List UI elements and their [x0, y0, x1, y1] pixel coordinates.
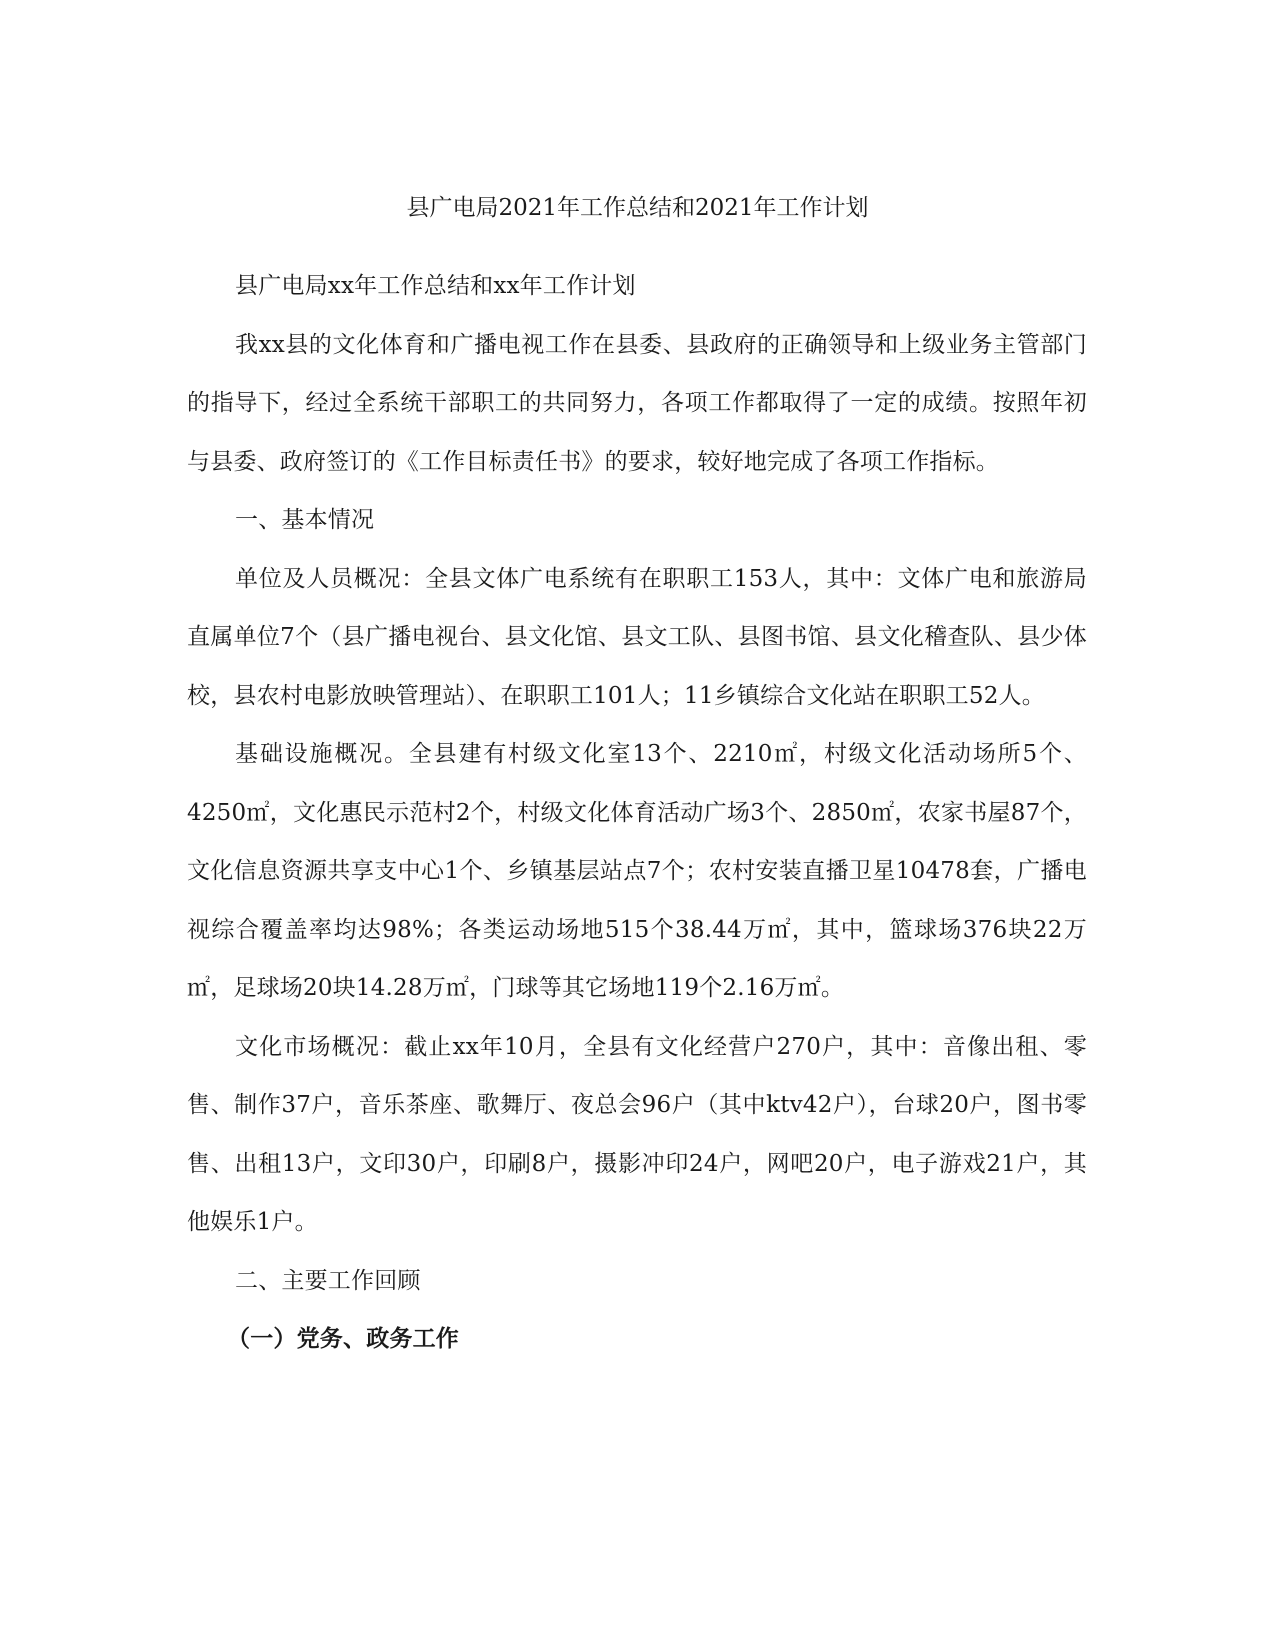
document-body [187, 257, 1087, 1369]
infrastructure-paragraph: 基础设施概况。全县建有村级文化室13个、2210㎡，村级文化活动场所5个、4250㎡，文化惠民示范村2个，村级文化体育活动广场3个、2850㎡，农家书屋87个，文化信息资源共享支中心1个、乡镇基层站点7个；农村安装直播卫星10478套，广播电视综合覆盖率均达98%；各类运动场地515个38.44万㎡，其中，篮球场376块22万㎡，足球场20块14.28万㎡，门球等其它场地119个2.16万㎡。 [187, 741, 1087, 1001]
intro-paragraph: 我xx县的文化体育和广播电视工作在县委、县政府的正确领导和上级业务主管部门的指导下，经过全系统干部职工的共同努力，各项工作都取得了一定的成绩。按照年初与县委、政府签订的《工作目标责任书》的要求，较好地完成了各项工作指标。 [187, 331, 1087, 475]
document-title: 县广电局2021年工作总结和2021年工作计划 [406, 195, 869, 221]
section-heading-review: 二、主要工作回顾 [235, 1267, 421, 1294]
subtitle-paragraph: 县广电局xx年工作总结和xx年工作计划 [235, 273, 636, 299]
staff-overview-paragraph: 单位及人员概况：全县文体广电系统有在职职工153人，其中：文体广电和旅游局直属单位7个（县广播电视台、县文化馆、县文工队、县图书馆、县文化稽查队、县少体校，县农村电影放映管理站）、在职职工101人；11乡镇综合文化站在职职工52人。 [187, 565, 1087, 709]
market-overview-paragraph: 文化市场概况：截止xx年10月，全县有文化经营户270户，其中：音像出租、零售、制作37户，音乐茶座、歌舞厅、夜总会96户（其中ktv42户），台球20户，图书零售、出租13户，文印30户，印刷8户，摄影冲印24户，网吧20户，电子游戏21户，其他娱乐1户。 [187, 1033, 1087, 1235]
subsection-heading-party: （一）党务、政务工作 [227, 1326, 459, 1352]
section-heading-basic: 一、基本情况 [235, 507, 375, 533]
